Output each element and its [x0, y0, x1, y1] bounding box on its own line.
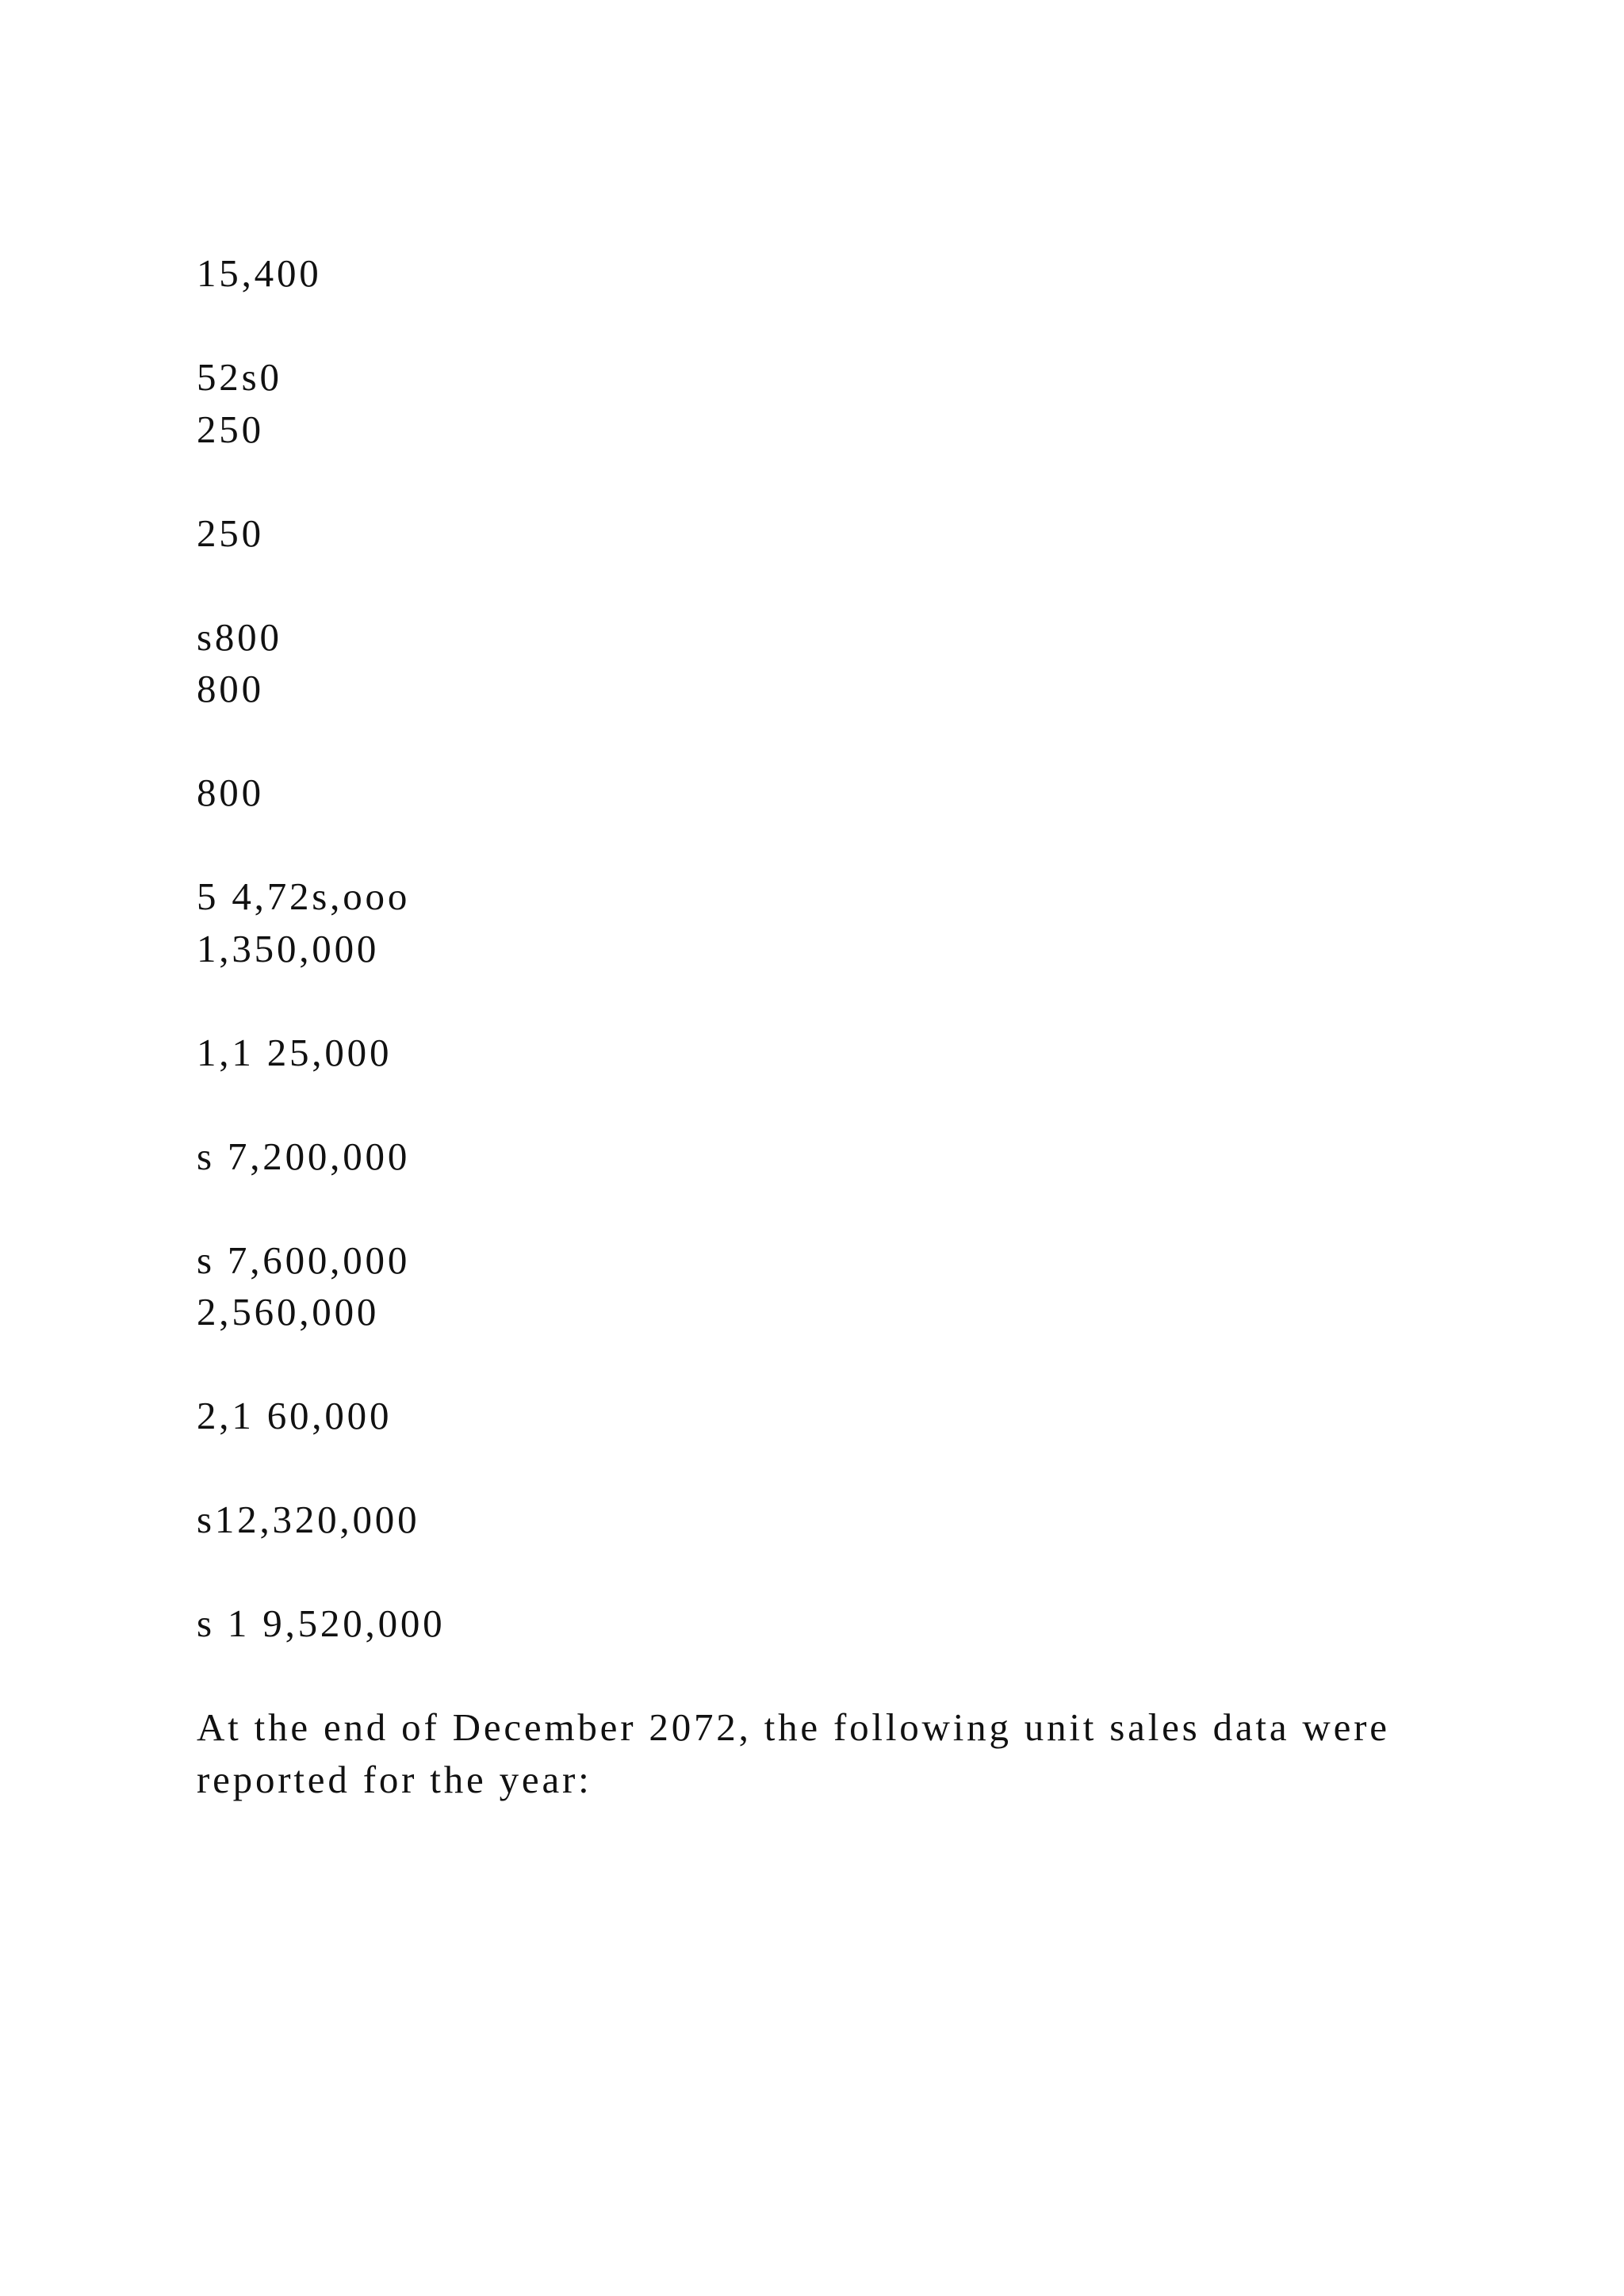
blank-line [197, 715, 1481, 767]
value-line: 52s0 [197, 355, 282, 399]
value-line: 1,1 25,000 [197, 1030, 393, 1074]
blank-line [197, 455, 1481, 507]
value-line: 250 [197, 407, 264, 451]
blank-line [197, 974, 1481, 1027]
document-body [197, 247, 1481, 1805]
value-line: 800 [197, 771, 264, 814]
blank-line [197, 1078, 1481, 1131]
blank-line [197, 819, 1481, 871]
value-line: 250 [197, 511, 264, 555]
value-line: s12,320,000 [197, 1498, 420, 1541]
blank-line [197, 1650, 1481, 1702]
value-line: 5 4,72s,ooo [197, 874, 411, 918]
value-line: 2,1 60,000 [197, 1394, 393, 1437]
value-line: 2,560,000 [197, 1290, 380, 1334]
blank-line [197, 1338, 1481, 1391]
blank-line [197, 1442, 1481, 1494]
blank-line [197, 559, 1481, 611]
value-line: s 7,600,000 [197, 1238, 411, 1282]
blank-line [197, 1182, 1481, 1234]
body-paragraph: At the end of December 2072, the following unit sales data were reported for the year: [197, 1705, 1390, 1801]
value-line: s 1 9,520,000 [197, 1601, 446, 1645]
value-line: 1,350,000 [197, 926, 380, 970]
blank-line [197, 1546, 1481, 1598]
blank-line [197, 300, 1481, 352]
value-line: 800 [197, 667, 264, 710]
value-line: 15,400 [197, 251, 322, 295]
value-line: s800 [197, 614, 282, 659]
value-line: s 7,200,000 [197, 1134, 411, 1178]
